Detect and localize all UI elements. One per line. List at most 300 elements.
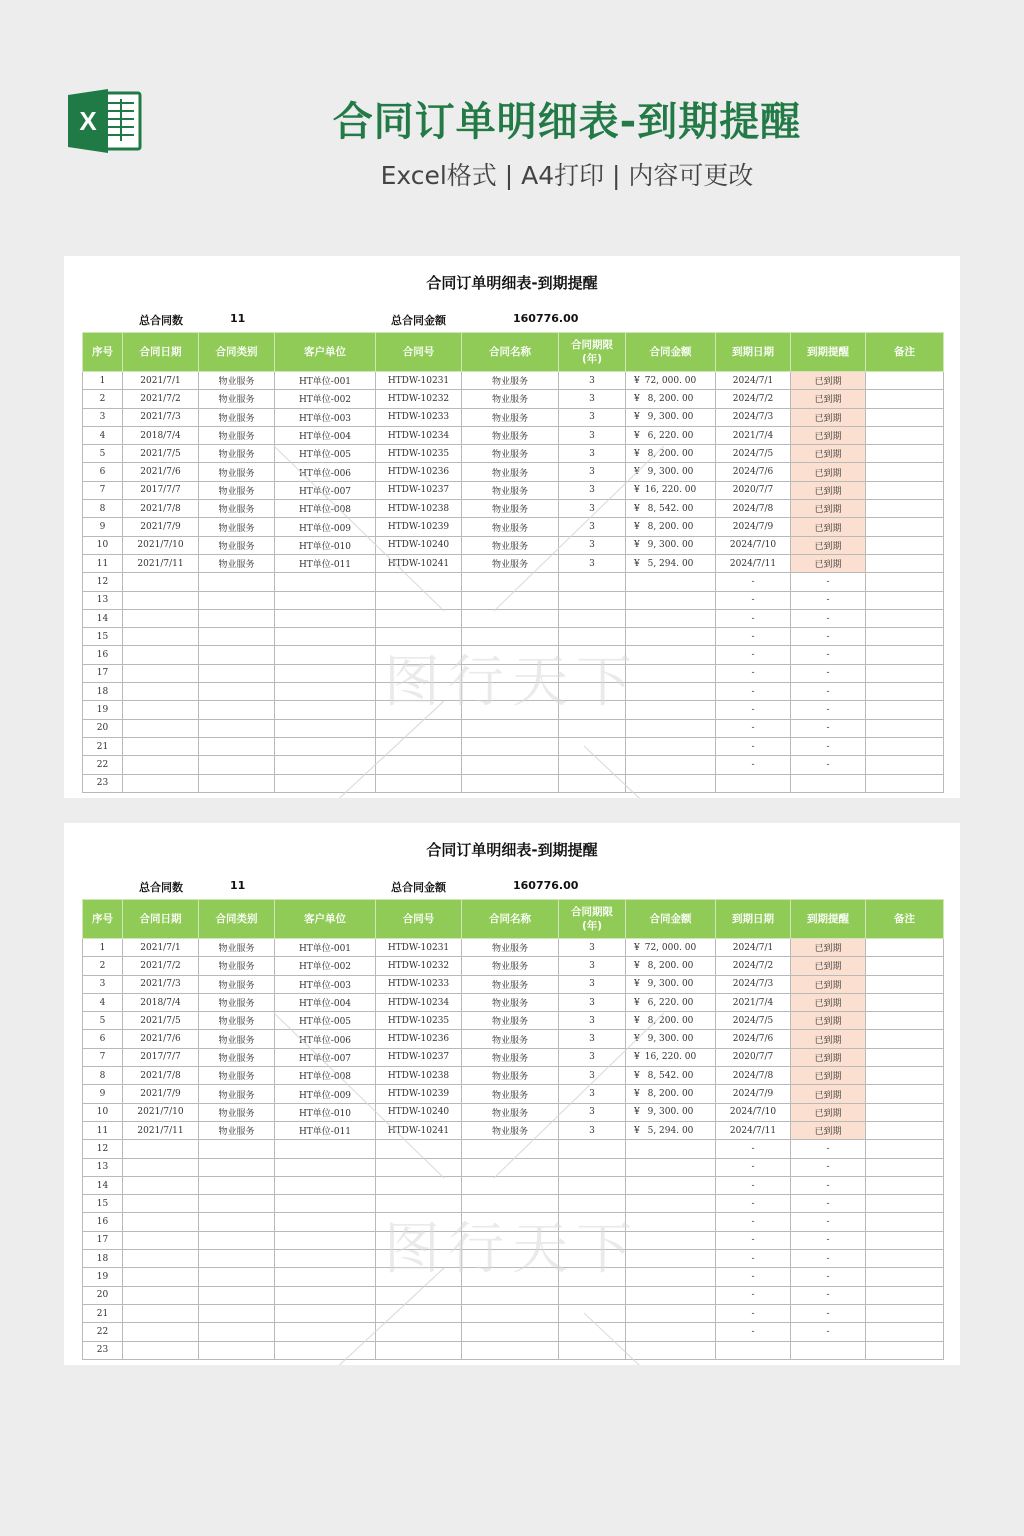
cell-type: 物业服务 (199, 1103, 275, 1121)
cell-amount (626, 1103, 716, 1121)
cell-name: 物业服务 (462, 372, 559, 390)
cell-type: 物业服务 (199, 975, 275, 993)
cell-name: 物业服务 (462, 426, 559, 444)
amount-value: 9, 300. 00 (647, 1034, 694, 1045)
cell-amount (626, 1250, 716, 1268)
cell-contract: HTDW-10238 (376, 500, 462, 518)
cell-contract: HTDW-10236 (376, 1030, 462, 1048)
cell-remind: 已到期 (791, 390, 866, 408)
cell-type: 物业服务 (199, 463, 275, 481)
column-header: 备注 (866, 333, 944, 372)
total-amount-label: 总合同金额 (391, 881, 446, 894)
cell-date: 2017/7/7 (123, 1048, 199, 1066)
cell-term (559, 683, 626, 701)
cell-amount (626, 554, 716, 572)
table-row (83, 500, 944, 518)
cell-due: - (716, 1158, 791, 1176)
cell-name (462, 1250, 559, 1268)
cell-note (866, 774, 944, 792)
cell-date: 2021/7/11 (123, 1121, 199, 1139)
table-row (83, 1067, 944, 1085)
cell-term (559, 756, 626, 774)
amount-value: 16, 220. 00 (644, 485, 697, 496)
cell-contract (376, 591, 462, 609)
currency-symbol: ¥ (634, 430, 640, 441)
table-row (83, 481, 944, 499)
cell-due: 2024/7/10 (716, 536, 791, 554)
cell-date (123, 1341, 199, 1359)
cell-remind: 已到期 (791, 1048, 866, 1066)
column-header: 合同期限 (年) (559, 333, 626, 372)
cell-name (462, 683, 559, 701)
table-row (83, 591, 944, 609)
cell-amount (626, 609, 716, 627)
cell-no: 10 (83, 536, 123, 554)
cell-name (462, 1323, 559, 1341)
cell-note (866, 1121, 944, 1139)
cell-contract: HTDW-10239 (376, 1085, 462, 1103)
cell-no: 16 (83, 646, 123, 664)
cell-date: 2021/7/11 (123, 554, 199, 572)
cell-term: 3 (559, 426, 626, 444)
cell-remind: 已到期 (791, 408, 866, 426)
cell-type: 物业服务 (199, 445, 275, 463)
cell-name: 物业服务 (462, 1067, 559, 1085)
cell-amount (626, 957, 716, 975)
cell-term: 3 (559, 481, 626, 499)
cell-type: 物业服务 (199, 536, 275, 554)
cell-note (866, 993, 944, 1011)
cell-amount (626, 774, 716, 792)
cell-no: 17 (83, 1231, 123, 1249)
cell-note (866, 1067, 944, 1085)
cell-contract: HTDW-10237 (376, 1048, 462, 1066)
cell-type: 物业服务 (199, 390, 275, 408)
cell-no: 21 (83, 1304, 123, 1322)
cell-contract: HTDW-10234 (376, 426, 462, 444)
cell-amount (626, 500, 716, 518)
cell-name: 物业服务 (462, 993, 559, 1011)
cell-due: - (716, 683, 791, 701)
cell-name: 物业服务 (462, 1121, 559, 1139)
cell-contract: HTDW-10235 (376, 1012, 462, 1030)
cell-name (462, 1231, 559, 1249)
cell-type (199, 591, 275, 609)
table-header-row (83, 900, 944, 939)
cell-note (866, 1048, 944, 1066)
cell-date (123, 1140, 199, 1158)
column-header: 合同类别 (199, 900, 275, 939)
cell-name (462, 628, 559, 646)
cell-due: - (716, 1176, 791, 1194)
cell-term (559, 1304, 626, 1322)
cell-no: 9 (83, 518, 123, 536)
cell-no: 15 (83, 628, 123, 646)
column-header: 到期提醒 (791, 333, 866, 372)
table-row (83, 372, 944, 390)
cell-type: 物业服务 (199, 481, 275, 499)
cell-client: HT单位-008 (275, 500, 376, 518)
cell-term (559, 1140, 626, 1158)
cell-amount (626, 1341, 716, 1359)
cell-type (199, 646, 275, 664)
cell-due: 2024/7/9 (716, 1085, 791, 1103)
cell-client: HT单位-009 (275, 1085, 376, 1103)
cell-date (123, 1158, 199, 1176)
currency-symbol: ¥ (634, 393, 640, 404)
cell-date (123, 1231, 199, 1249)
cell-contract (376, 683, 462, 701)
cell-client (275, 664, 376, 682)
cell-client: HT单位-006 (275, 463, 376, 481)
amount-value: 9, 300. 00 (647, 467, 694, 478)
cell-due: 2024/7/10 (716, 1103, 791, 1121)
cell-term: 3 (559, 554, 626, 572)
sheet-title: 合同订单明细表-到期提醒 (426, 841, 598, 859)
cell-client (275, 756, 376, 774)
cell-date (123, 719, 199, 737)
contract-table (82, 332, 944, 793)
cell-client: HT单位-007 (275, 481, 376, 499)
cell-date: 2021/7/3 (123, 408, 199, 426)
cell-name (462, 1195, 559, 1213)
cell-date (123, 609, 199, 627)
table-row (83, 1012, 944, 1030)
table-row (83, 1103, 944, 1121)
cell-no: 16 (83, 1213, 123, 1231)
cell-term: 3 (559, 536, 626, 554)
cell-contract: HTDW-10231 (376, 372, 462, 390)
cell-remind: 已到期 (791, 1121, 866, 1139)
cell-term: 3 (559, 1121, 626, 1139)
cell-client (275, 646, 376, 664)
cell-remind: 已到期 (791, 426, 866, 444)
table-row (83, 975, 944, 993)
cell-contract (376, 719, 462, 737)
cell-no: 8 (83, 500, 123, 518)
cell-amount (626, 518, 716, 536)
cell-date: 2018/7/4 (123, 426, 199, 444)
currency-symbol: ¥ (634, 979, 640, 990)
cell-remind: 已到期 (791, 975, 866, 993)
column-header: 合同金额 (626, 900, 716, 939)
cell-amount (626, 1231, 716, 1249)
cell-name (462, 719, 559, 737)
cell-client: HT单位-001 (275, 372, 376, 390)
cell-amount (626, 1268, 716, 1286)
cell-type: 物业服务 (199, 500, 275, 518)
cell-amount (626, 426, 716, 444)
cell-contract: HTDW-10241 (376, 554, 462, 572)
cell-date (123, 1176, 199, 1194)
cell-name: 物业服务 (462, 1030, 559, 1048)
cell-client: HT单位-010 (275, 1103, 376, 1121)
cell-due: 2024/7/2 (716, 390, 791, 408)
cell-due: - (716, 1195, 791, 1213)
table-row (83, 683, 944, 701)
cell-type (199, 1341, 275, 1359)
total-count-label: 总合同数 (139, 314, 183, 327)
cell-due: - (716, 664, 791, 682)
total-amount-value: 160776.00 (513, 879, 579, 892)
total-count-value: 11 (230, 312, 246, 325)
cell-remind: - (791, 719, 866, 737)
cell-client (275, 701, 376, 719)
cell-due: 2024/7/3 (716, 408, 791, 426)
cell-name: 物业服务 (462, 463, 559, 481)
cell-client (275, 591, 376, 609)
sheet-preview-1 (64, 256, 960, 798)
cell-note (866, 701, 944, 719)
cell-client (275, 774, 376, 792)
cell-type: 物业服务 (199, 1121, 275, 1139)
cell-contract (376, 1231, 462, 1249)
cell-remind: - (791, 737, 866, 755)
currency-symbol: ¥ (634, 997, 640, 1008)
cell-date (123, 701, 199, 719)
cell-amount (626, 1048, 716, 1066)
cell-client: HT单位-004 (275, 993, 376, 1011)
amount-value: 9, 300. 00 (647, 412, 694, 423)
cell-due: - (716, 646, 791, 664)
cell-date: 2021/7/1 (123, 939, 199, 957)
cell-due: - (716, 591, 791, 609)
cell-term (559, 1176, 626, 1194)
cell-contract (376, 774, 462, 792)
cell-name: 物业服务 (462, 445, 559, 463)
table-header-row (83, 333, 944, 372)
cell-date (123, 646, 199, 664)
cell-contract (376, 701, 462, 719)
cell-name (462, 737, 559, 755)
cell-note (866, 1268, 944, 1286)
table-row (83, 1195, 944, 1213)
cell-note (866, 426, 944, 444)
cell-due (716, 774, 791, 792)
watermark-text: 图行天下 (384, 1217, 640, 1282)
column-header: 到期日期 (716, 900, 791, 939)
cell-no: 12 (83, 1140, 123, 1158)
cell-type (199, 683, 275, 701)
cell-client: HT单位-002 (275, 957, 376, 975)
cell-term: 3 (559, 445, 626, 463)
cell-type (199, 774, 275, 792)
cell-contract (376, 628, 462, 646)
cell-due: 2024/7/3 (716, 975, 791, 993)
cell-client: HT单位-004 (275, 426, 376, 444)
column-header: 合同号 (376, 333, 462, 372)
table-row (83, 957, 944, 975)
cell-date: 2021/7/8 (123, 500, 199, 518)
cell-remind: 已到期 (791, 536, 866, 554)
amount-value: 8, 200. 00 (647, 1089, 694, 1100)
cell-note (866, 518, 944, 536)
cell-note (866, 591, 944, 609)
cell-type (199, 1286, 275, 1304)
column-header: 客户单位 (275, 900, 376, 939)
amount-value: 8, 200. 00 (647, 1015, 694, 1026)
cell-note (866, 975, 944, 993)
cell-note (866, 939, 944, 957)
cell-term (559, 573, 626, 591)
cell-amount (626, 1012, 716, 1030)
cell-client: HT单位-009 (275, 518, 376, 536)
cell-due: - (716, 628, 791, 646)
cell-date (123, 628, 199, 646)
currency-symbol: ¥ (634, 448, 640, 459)
table-row (83, 939, 944, 957)
table-row (83, 390, 944, 408)
cell-client (275, 719, 376, 737)
cell-name (462, 573, 559, 591)
cell-note (866, 1304, 944, 1322)
cell-amount (626, 408, 716, 426)
cell-term (559, 701, 626, 719)
cell-date (123, 1213, 199, 1231)
cell-remind: - (791, 1323, 866, 1341)
cell-no: 19 (83, 701, 123, 719)
cell-date: 2018/7/4 (123, 993, 199, 1011)
cell-remind: 已到期 (791, 1103, 866, 1121)
amount-value: 8, 542. 00 (647, 503, 694, 514)
cell-type (199, 1176, 275, 1194)
cell-type (199, 701, 275, 719)
cell-client (275, 1213, 376, 1231)
cell-remind: 已到期 (791, 1085, 866, 1103)
table-row (83, 628, 944, 646)
amount-value: 5, 294. 00 (647, 558, 694, 569)
cell-contract (376, 573, 462, 591)
currency-symbol: ¥ (634, 1015, 640, 1026)
currency-symbol: ¥ (634, 942, 640, 953)
cell-due: - (716, 1213, 791, 1231)
cell-remind: 已到期 (791, 1030, 866, 1048)
cell-type: 物业服务 (199, 372, 275, 390)
cell-type (199, 737, 275, 755)
cell-note (866, 554, 944, 572)
cell-no: 23 (83, 774, 123, 792)
currency-symbol: ¥ (634, 558, 640, 569)
currency-symbol: ¥ (634, 1070, 640, 1081)
cell-contract (376, 1286, 462, 1304)
cell-date: 2021/7/1 (123, 372, 199, 390)
page-title: 合同订单明细表-到期提醒 (332, 99, 802, 145)
cell-client: HT单位-003 (275, 975, 376, 993)
cell-date (123, 591, 199, 609)
cell-type: 物业服务 (199, 1048, 275, 1066)
sheet-title: 合同订单明细表-到期提醒 (426, 274, 598, 292)
cell-contract (376, 1304, 462, 1322)
cell-remind: - (791, 1231, 866, 1249)
cell-type (199, 573, 275, 591)
cell-due: 2024/7/2 (716, 957, 791, 975)
cell-name: 物业服务 (462, 500, 559, 518)
cell-amount (626, 1067, 716, 1085)
cell-amount (626, 1140, 716, 1158)
table-row (83, 1176, 944, 1194)
cell-due: 2024/7/5 (716, 1012, 791, 1030)
cell-no: 15 (83, 1195, 123, 1213)
cell-term: 3 (559, 1030, 626, 1048)
cell-no: 18 (83, 1250, 123, 1268)
cell-due: 2024/7/8 (716, 500, 791, 518)
cell-date (123, 756, 199, 774)
cell-amount (626, 664, 716, 682)
cell-note (866, 756, 944, 774)
cell-remind: - (791, 646, 866, 664)
cell-client: HT单位-002 (275, 390, 376, 408)
cell-no: 22 (83, 756, 123, 774)
cell-due: 2024/7/6 (716, 1030, 791, 1048)
cell-amount (626, 628, 716, 646)
cell-type (199, 664, 275, 682)
cell-due: - (716, 1268, 791, 1286)
cell-remind: - (791, 573, 866, 591)
cell-type (199, 1213, 275, 1231)
table-row (83, 1268, 944, 1286)
cell-remind: - (791, 1268, 866, 1286)
cell-term: 3 (559, 939, 626, 957)
cell-amount (626, 481, 716, 499)
cell-no: 20 (83, 1286, 123, 1304)
total-count-label: 总合同数 (139, 881, 183, 894)
cell-name (462, 609, 559, 627)
cell-type: 物业服务 (199, 957, 275, 975)
cell-due: - (716, 1304, 791, 1322)
amount-value: 9, 300. 00 (647, 1107, 694, 1118)
cell-contract: HTDW-10239 (376, 518, 462, 536)
cell-name (462, 1268, 559, 1286)
cell-type (199, 609, 275, 627)
table-row (83, 554, 944, 572)
table-row (83, 1030, 944, 1048)
column-header: 客户单位 (275, 333, 376, 372)
cell-date: 2021/7/6 (123, 1030, 199, 1048)
cell-client (275, 1176, 376, 1194)
cell-no: 13 (83, 1158, 123, 1176)
cell-name (462, 591, 559, 609)
cell-due: 2021/7/4 (716, 993, 791, 1011)
amount-value: 6, 220. 00 (647, 430, 694, 441)
cell-amount (626, 737, 716, 755)
table-row (83, 609, 944, 627)
cell-due: 2024/7/9 (716, 518, 791, 536)
cell-amount (626, 756, 716, 774)
cell-term: 3 (559, 957, 626, 975)
table-row (83, 1048, 944, 1066)
cell-client (275, 1158, 376, 1176)
page-header (0, 0, 1024, 220)
cell-date (123, 1250, 199, 1268)
cell-term (559, 774, 626, 792)
cell-no: 4 (83, 426, 123, 444)
cell-no: 18 (83, 683, 123, 701)
table-row (83, 701, 944, 719)
cell-contract: HTDW-10240 (376, 536, 462, 554)
cell-term (559, 1323, 626, 1341)
cell-contract: HTDW-10233 (376, 975, 462, 993)
cell-due: 2021/7/4 (716, 426, 791, 444)
cell-type (199, 1140, 275, 1158)
cell-no: 8 (83, 1067, 123, 1085)
cell-amount (626, 1158, 716, 1176)
logo-letter: X (79, 106, 97, 136)
table-row (83, 774, 944, 792)
cell-client: HT单位-007 (275, 1048, 376, 1066)
cell-date: 2021/7/9 (123, 1085, 199, 1103)
cell-due: - (716, 1250, 791, 1268)
cell-remind: - (791, 683, 866, 701)
